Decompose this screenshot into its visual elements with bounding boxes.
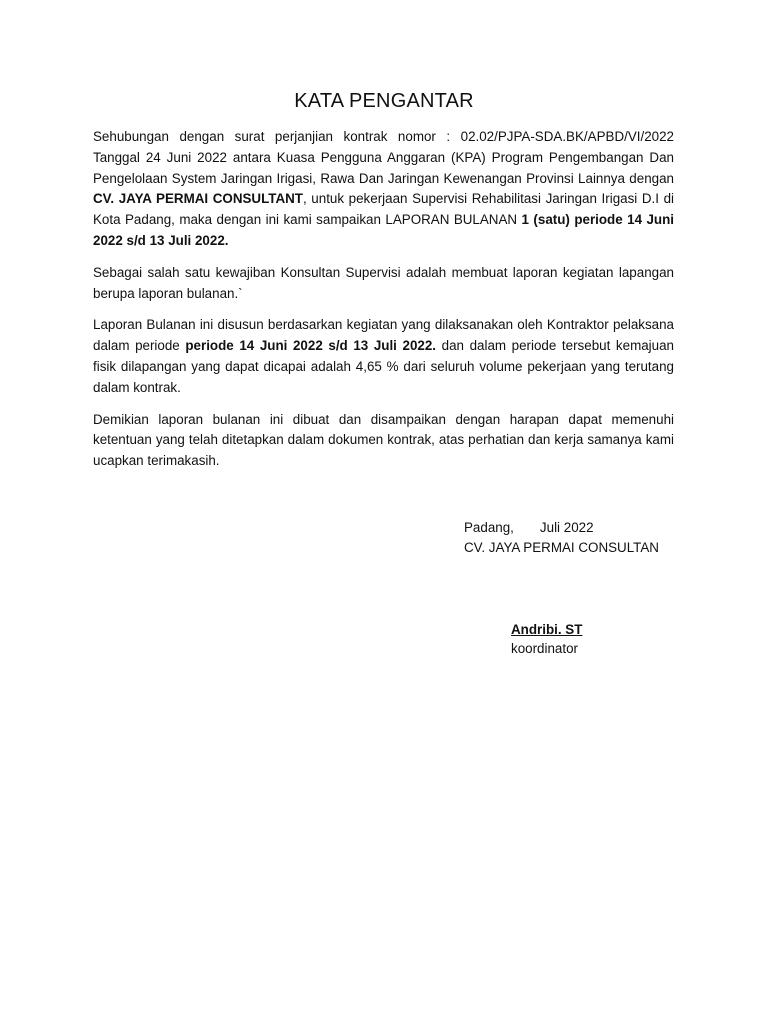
document-title: KATA PENGANTAR: [294, 90, 474, 112]
place-date: Padang, Juli 2022: [464, 520, 594, 535]
paragraph-progress: [93, 315, 674, 398]
progress-period-bold: periode 14 Juni 2022 s/d 13 Juli 2022.: [185, 338, 437, 354]
signer-name: Andribi. ST: [511, 622, 583, 637]
signer-role: koordinator: [511, 641, 578, 656]
company-name-bold: CV. JAYA PERMAI CONSULTANT: [93, 191, 303, 207]
report-period-bold: 1 (satu) periode 14 Juni 2022 s/d 13 Juli 2022.: [93, 212, 674, 248]
paragraph-closing: Demikian laporan bulanan ini dibuat dan disampaikan dengan harapan dapat memenuhi ketentuan yang telah ditetapkan dalam dokumen kontrak, atas perhatian dan kerja samanya kami ucapkan terimakasih.: [93, 411, 674, 469]
paragraph1-text-b: , untuk pekerjaan Supervisi Rehabilitasi Jaringan Irigasi D.I di Kota Padang, maka dengan ini kami sampaikan LAPORAN BULANAN: [93, 191, 674, 228]
closing-company: CV. JAYA PERMAI CONSULTAN: [464, 540, 659, 555]
paragraph3-text-b: dan dalam periode tersebut kemajuan fisik dilapangan yang dapat dicapai adalah 4,65 % dari seluruh volume pekerjaan yang terutang dalam kontrak.: [93, 338, 674, 395]
paragraph3-text-a: Laporan Bulanan ini disusun berdasarkan kegiatan yang dilaksanakan oleh Kontraktor pelaksana dalam periode: [93, 317, 674, 354]
document-body: [93, 127, 674, 483]
paragraph1-text-a: Sehubungan dengan surat perjanjian kontrak nomor : 02.02/PJPA-SDA.BK/APBD/VI/2022 Tanggal 24 Juni 2022 antara Kuasa Pengguna Anggaran (KPA) Program Pengembangan Dan Pengelolaan System Jaringan Irigasi, Rawa Dan Jaringan Kewenangan Provinsi Lainnya dengan: [93, 129, 674, 186]
paragraph-obligation: Sebagai salah satu kewajiban Konsultan Supervisi adalah membuat laporan kegiatan lapangan berupa laporan bulanan.`: [93, 264, 674, 301]
paragraph-contract-intro: [93, 127, 674, 252]
